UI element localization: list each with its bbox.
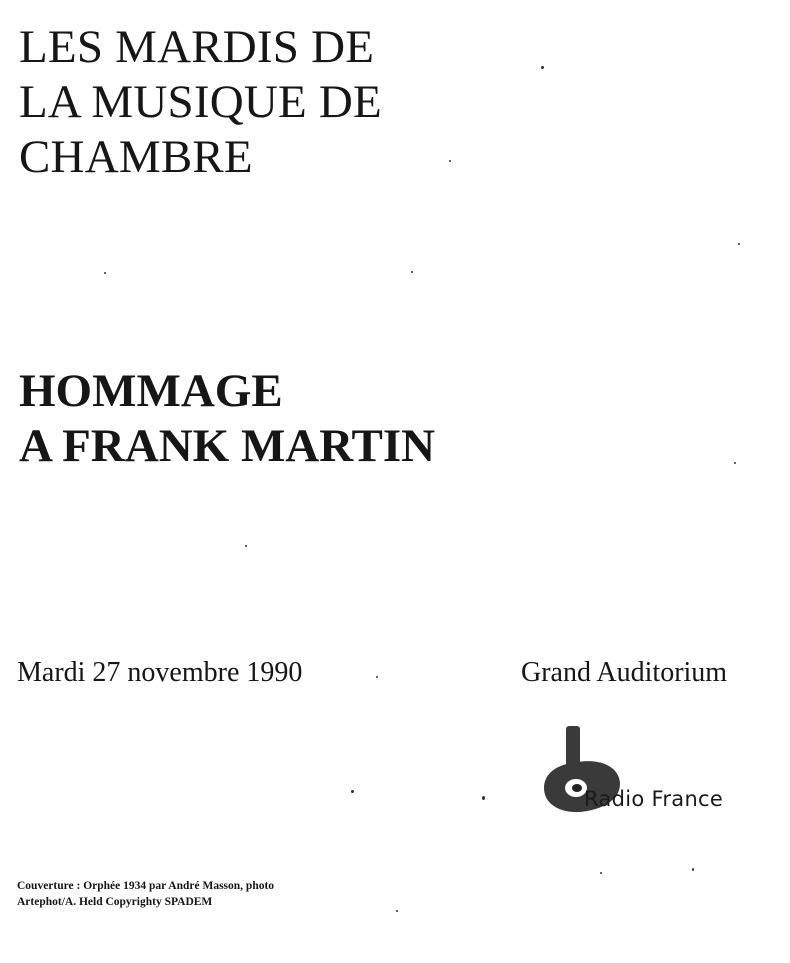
scan-speck	[600, 872, 602, 874]
scan-speck	[376, 676, 378, 678]
credit-line: Couverture : Orphée 1934 par André Masson, photo	[17, 880, 275, 892]
series-title-line: CHAMBRE	[19, 131, 253, 183]
scan-speck	[734, 462, 736, 464]
radio-france-logo	[536, 724, 736, 824]
radio-france-label: Radio France	[584, 787, 724, 811]
series-title	[19, 20, 382, 185]
concert-title	[19, 364, 435, 474]
scan-speck	[396, 910, 398, 912]
cover-credit	[17, 878, 274, 910]
scan-speck	[738, 243, 740, 245]
credit-line: Artephot/A. Held Copyrighty SPADEM	[17, 896, 213, 908]
scan-speck	[411, 271, 413, 273]
concert-title-line: HOMMAGE	[19, 365, 283, 417]
concert-venue: Grand Auditorium	[521, 657, 728, 688]
scan-speck	[449, 160, 451, 162]
series-title-line: LES MARDIS DE	[19, 21, 375, 73]
scan-speck	[104, 272, 106, 274]
scan-speck	[245, 545, 247, 547]
series-title-line: LA MUSIQUE DE	[19, 76, 382, 128]
concert-title-line: A FRANK MARTIN	[19, 420, 436, 472]
scan-speck	[351, 790, 354, 793]
scan-speck	[692, 868, 694, 871]
concert-date: Mardi 27 novembre 1990	[17, 657, 303, 688]
scan-speck	[482, 796, 485, 800]
scan-speck	[541, 66, 544, 69]
